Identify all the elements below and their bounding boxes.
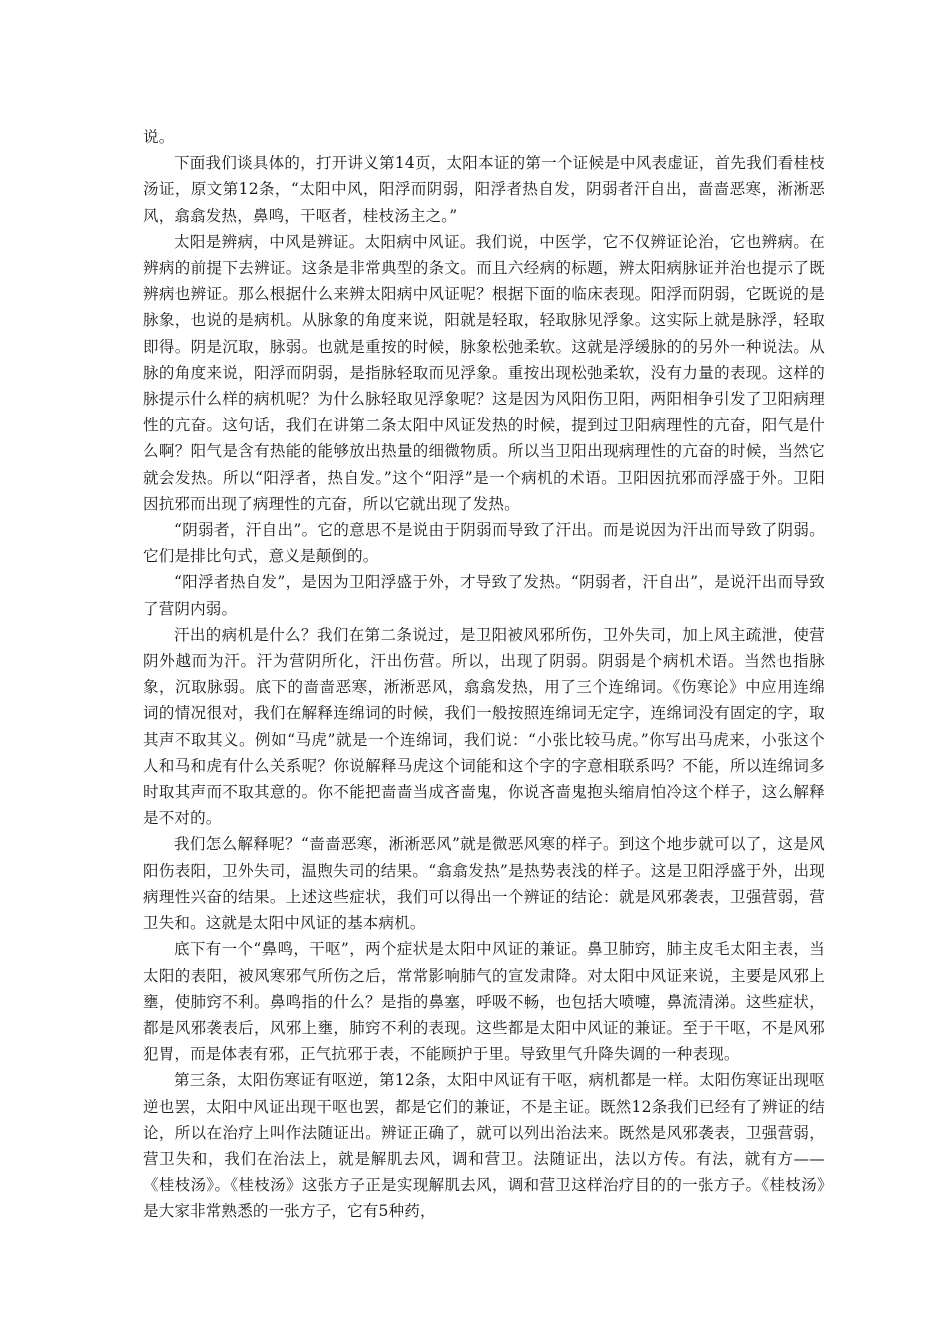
paragraph-yangfu: “阳浮者热自发”，是因为卫阳浮盛于外，才导致了发热。“阴弱者，汗自出”，是说汗出而导致了营阴内弱。 [143,573,825,618]
paragraph-jianzheng: 底下有一个“鼻鸣，干呕”，两个症状是太阳中风证的兼证。鼻卫肺窍，肺主皮毛太阳主表，当太阳的表阳，被风寒邪气所伤之后，常常影响肺气的宣发肃降。对太阳中风证来说，主要是风邪上壅，使肺窍不利。鼻鸣指的什么？是指的鼻塞，呼吸不畅，也包括大喷嚏，鼻流清涕。这些症状，都是风邪袭表后，风邪上壅，肺窍不利的表现。这些都是太阳中风证的兼证。至于干呕，不是风邪犯胃，而是体表有邪，正气抗邪于表，不能顾护于里。导致里气升降失调的一种表现。 [143,940,825,1064]
paragraph-jieshi: 我们怎么解释呢？“啬啬恶寒，淅淅恶风”就是微恶风寒的样子。到这个地步就可以了，这是风阳伤表阳，卫外失司，温煦失司的结果。“翕翕发热”是热势表浅的样子。这是卫阳浮盛于外，出现病理性兴奋的结果。上述这些症状，我们可以得出一个辨证的结论：就是风邪袭表，卫强营弱，营卫失和。这就是太阳中风证的基本病机。 [143,835,825,933]
paragraph-guizhi-intro: 下面我们谈具体的，打开讲义第14页，太阳本证的第一个证候是中风表虚证，首先我们看桂枝汤证，原文第12条，“太阳中风，阳浮而阴弱，阳浮者热自发，阴弱者汗自出，啬啬恶寒，淅淅恶风，翕翕发热，鼻鸣，干呕者，桂枝汤主之。” [143,154,825,225]
paragraph-hanchu: 汗出的病机是什么？我们在第二条说过，是卫阳被风邪所伤，卫外失司，加上风主疏泄，使营阴外越而为汗。汗为营阴所化，汗出伤营。所以，出现了阴弱。阴弱是个病机术语。当然也指脉象，沉取脉弱。底下的啬啬恶寒，淅淅恶风，翕翕发热，用了三个连绵词。《伤寒论》中应用连绵词的情况很对，我们在解释连绵词的时候，我们一般按照连绵词无定字，连绵词没有固定的字，取其声不取其义。例如“马虎”就是一个连绵词，我们说：“小张比较马虎。”你写出马虎来，小张这个人和马和虎有什么关系呢？你说解释马虎这个词能和这个字的字意相联系吗？不能，所以连绵词多时取其声而不取其意的。你不能把啬啬当成吝啬鬼，你说吝啬鬼抱头缩肩怕冷这个样子，这么解释是不对的。 [143,625,825,828]
paragraph-bianbing-bianzheng: 太阳是辨病，中风是辨证。太阳病中风证。我们说，中医学，它不仅辨证论治，它也辨病。在辨病的前提下去辨证。这条是非常典型的条文。而且六经病的标题，辨太阳病脉证并治也提示了既辨病也辨证。那么根据什么来辨太阳病中风证呢？根据下面的临床表现。阳浮而阴弱，它既说的是脉象，也说的是病机。从脉象的角度来说，阳就是轻取，轻取脉见浮象。这实际上就是脉浮，轻取即得。阴是沉取，脉弱。也就是重按的时候，脉象松弛柔软。这就是浮缓脉的的另外一种说法。从脉的角度来说，阳浮而阴弱，是指脉轻取而见浮象。重按出现松弛柔软，没有力量的表现。这样的脉提示什么样的病机呢？为什么脉轻取见浮象呢？这是因为风阳伤卫阳，两阳相争引发了卫阳病理性的亢奋。这句话，我们在讲第二条太阳中风证发热的时候，提到过卫阳病理性的亢奋，阳气是什么啊？阳气是含有热能的能够放出热量的细微物质。所以当卫阳出现病理性的亢奋的时候，当然它就会发热。所以“阳浮者，热自发。”这个“阳浮”是一个病机的术语。卫阳因抗邪而浮盛于外。卫阳因抗邪而出现了病理性的亢奋，所以它就出现了发热。 [143,232,825,513]
paragraph-yinruo: “阴弱者，汗自出”。它的意思不是说由于阴弱而导致了汗出。而是说因为汗出而导致了阴弱。它们是排比句式，意义是颠倒的。 [143,521,825,566]
paragraph-continuation: 说。 [143,128,175,146]
paragraph-fayi: 第三条，太阳伤寒证有呕逆，第12条，太阳中风证有干呕，病机都是一样。太阳伤寒证出现呕逆也罢，太阳中风证出现干呕也罢，都是它们的兼证，不是主证。既然12条我们已经有了辨证的结论，所以在治疗上叫作法随证出。辨证正确了，就可以列出治法来。既然是风邪袭表，卫强营弱，营卫失和，我们在治法上，就是解肌去风，调和营卫。法随证出，法以方传。有法，就有方——《桂枝汤》。《桂枝汤》这张方子正是实现解肌去风，调和营卫这样治疗目的的一张方子。《桂枝汤》是大家非常熟悉的一张方子，它有5种药， [143,1071,825,1221]
document-body [143,124,825,1225]
